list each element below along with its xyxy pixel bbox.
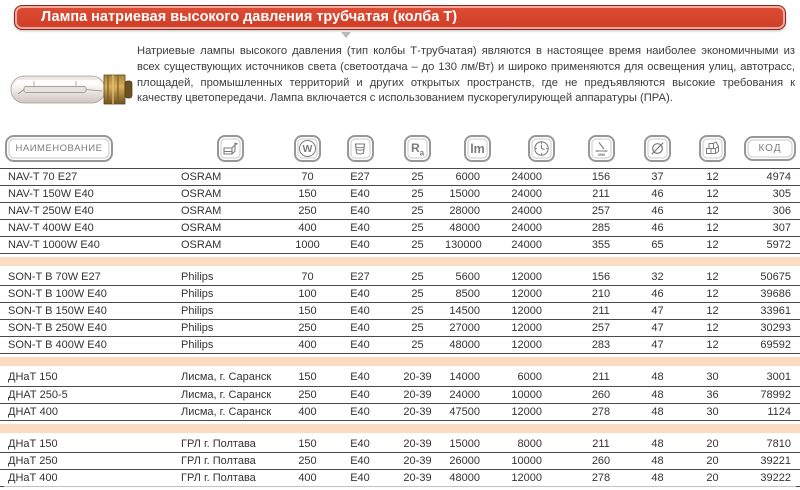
column-code-header: КОД [744,136,796,161]
cell-code: 78992 [740,386,800,403]
cell-ra: 25 [390,219,445,236]
luminous-flux-icon: lm [464,135,491,162]
cell-lumens: 27000 [445,320,510,337]
cell-manufacturer: Philips [175,320,285,337]
table-row [0,219,800,236]
cell-code: 4974 [740,168,800,185]
cell-diameter_mm: 48 [630,403,685,420]
cell-name: ДНаТ 250 [0,453,175,470]
cell-length_mm: 283 [572,337,630,354]
cell-pack_qty: 30 [685,369,740,386]
cell-diameter_mm: 47 [630,320,685,337]
lifetime-clock-icon [528,135,555,162]
cell-name: ДНаТ 150 [0,369,175,386]
cell-wattage: 150 [285,436,330,453]
cell-diameter_mm: 48 [630,470,685,487]
cell-diameter_mm: 48 [630,436,685,453]
cell-pack_qty: 12 [685,269,740,286]
cell-base: E40 [330,219,390,236]
header-row [0,130,800,168]
cell-wattage: 150 [285,369,330,386]
cell-manufacturer: Лисма, г. Саранск [175,369,285,386]
cell-wattage: 250 [285,320,330,337]
cell-hours: 12000 [510,303,572,320]
cell-manufacturer: Philips [175,303,285,320]
cell-name: NAV-T 250W E40 [0,202,175,219]
cell-diameter_mm: 46 [630,219,685,236]
cell-pack_qty: 36 [685,386,740,403]
cell-code: 33961 [740,303,800,320]
cell-base: E40 [330,320,390,337]
cell-manufacturer: Philips [175,337,285,354]
cell-base: E40 [330,236,390,253]
cell-lumens: 130000 [445,236,510,253]
cell-hours: 24000 [510,168,572,185]
cell-code: 306 [740,202,800,219]
cell-name: NAV-T 150W E40 [0,185,175,202]
svg-text:мм: мм [597,152,605,158]
table-row [0,269,800,286]
cell-diameter_mm: 46 [630,185,685,202]
cell-pack_qty: 12 [685,185,740,202]
cell-diameter_mm: 47 [630,337,685,354]
cell-length_mm: 210 [572,286,630,303]
table-row [0,185,800,202]
cell-length_mm: 285 [572,219,630,236]
cell-code: 39686 [740,286,800,303]
cell-length_mm: 260 [572,453,630,470]
cell-pack_qty: 20 [685,470,740,487]
cell-length_mm: 278 [572,470,630,487]
table-row [0,386,800,403]
cell-wattage: 400 [285,403,330,420]
table-row [0,320,800,337]
cell-name: ДНаТ 400 [0,470,175,487]
cell-manufacturer: Philips [175,269,285,286]
cell-pack_qty: 12 [685,303,740,320]
cell-hours: 12000 [510,403,572,420]
cell-ra: 20-39 [390,386,445,403]
cell-ra: 25 [390,269,445,286]
cell-pack_qty: 12 [685,168,740,185]
table-row [0,236,800,253]
cell-base: E27 [330,168,390,185]
table-row [0,453,800,470]
cell-manufacturer: Лисма, г. Саранск [175,386,285,403]
cell-lumens: 14500 [445,303,510,320]
cell-manufacturer: Philips [175,286,285,303]
separator-band [0,424,800,433]
separator-band [0,257,800,266]
cell-name: SON-T B 250W E40 [0,320,175,337]
cell-diameter_mm: 48 [630,453,685,470]
table-row [0,168,800,185]
separator-band [0,357,800,366]
cell-base: E40 [330,453,390,470]
lamp-photo [8,50,136,128]
cell-manufacturer: OSRAM [175,202,285,219]
cell-manufacturer: OSRAM [175,168,285,185]
cell-diameter_mm: 48 [630,369,685,386]
cell-diameter_mm: 37 [630,168,685,185]
cell-base: E40 [330,470,390,487]
cell-hours: 24000 [510,185,572,202]
cell-hours: 12000 [510,337,572,354]
cell-name: NAV-T 1000W E40 [0,236,175,253]
table-body [0,168,800,487]
cell-base: E40 [330,436,390,453]
table-row [0,436,800,453]
table-row [0,202,800,219]
cell-length_mm: 355 [572,236,630,253]
lamp-base-icon [347,135,374,162]
cell-hours: 12000 [510,269,572,286]
package-quantity-icon [699,135,726,162]
cell-hours: 24000 [510,219,572,236]
diameter-icon [644,135,671,162]
cell-name: NAV-T 400W E40 [0,219,175,236]
cell-length_mm: 278 [572,403,630,420]
cell-wattage: 70 [285,168,330,185]
cell-pack_qty: 30 [685,403,740,420]
table-row [0,470,800,487]
cell-hours: 6000 [510,369,572,386]
cell-ra: 25 [390,168,445,185]
cell-code: 39222 [740,470,800,487]
cell-length_mm: 156 [572,168,630,185]
cell-hours: 8000 [510,436,572,453]
cell-lumens: 48000 [445,470,510,487]
table-row [0,369,800,386]
cell-lumens: 48000 [445,337,510,354]
cell-hours: 10000 [510,453,572,470]
cell-code: 39221 [740,453,800,470]
cell-lumens: 8500 [445,286,510,303]
cell-lumens: 5600 [445,269,510,286]
cell-diameter_mm: 46 [630,202,685,219]
cell-ra: 25 [390,337,445,354]
cell-lumens: 26000 [445,453,510,470]
cell-lumens: 48000 [445,219,510,236]
cell-manufacturer: OSRAM [175,219,285,236]
cell-base: E40 [330,202,390,219]
cell-base: E40 [330,386,390,403]
cell-length_mm: 211 [572,436,630,453]
cell-diameter_mm: 48 [630,386,685,403]
cell-diameter_mm: 46 [630,286,685,303]
cell-ra: 25 [390,185,445,202]
cell-diameter_mm: 32 [630,269,685,286]
cell-name: ДНАТ 250-5 [0,386,175,403]
cell-code: 69592 [740,337,800,354]
cell-wattage: 70 [285,269,330,286]
color-rendering-icon: $R_a$ [404,135,431,162]
cell-wattage: 150 [285,303,330,320]
cell-ra: 25 [390,303,445,320]
cell-base: E40 [330,337,390,354]
cell-length_mm: 260 [572,386,630,403]
cell-manufacturer: Лисма, г. Саранск [175,403,285,420]
cell-base: E40 [330,286,390,303]
cell-pack_qty: 12 [685,219,740,236]
cell-pack_qty: 20 [685,453,740,470]
cell-name: SON-T B 400W E40 [0,337,175,354]
cell-length_mm: 257 [572,320,630,337]
cell-ra: 20-39 [390,369,445,386]
group-separator [0,420,800,436]
cell-pack_qty: 12 [685,337,740,354]
cell-code: 1124 [740,403,800,420]
cell-wattage: 400 [285,470,330,487]
cell-pack_qty: 20 [685,436,740,453]
wattage-icon: W [294,135,321,162]
cell-lumens: 6000 [445,168,510,185]
table-row [0,303,800,320]
cell-code: 5972 [740,236,800,253]
page-bottom-rule [4,486,796,487]
cell-hours: 24000 [510,202,572,219]
cell-diameter_mm: 65 [630,236,685,253]
cell-ra: 20-39 [390,403,445,420]
cell-wattage: 250 [285,202,330,219]
cell-name: ДНаТ 150 [0,436,175,453]
cell-wattage: 400 [285,337,330,354]
table-row [0,403,800,420]
chevron-down-icon [341,32,351,38]
cell-name: NAV-T 70 E27 [0,168,175,185]
cell-wattage: 250 [285,453,330,470]
cell-manufacturer: OSRAM [175,185,285,202]
cell-pack_qty: 12 [685,202,740,219]
cell-pack_qty: 12 [685,320,740,337]
cell-hours: 12000 [510,320,572,337]
lamp-table [0,130,800,487]
cell-lumens: 14000 [445,369,510,386]
cell-hours: 12000 [510,470,572,487]
cell-pack_qty: 12 [685,286,740,303]
cell-code: 50675 [740,269,800,286]
cell-ra: 25 [390,286,445,303]
cell-code: 307 [740,219,800,236]
cell-base: E40 [330,185,390,202]
page-title: Лампа натриевая высокого давления трубчатая (колба Т) [14,5,786,30]
cell-lumens: 24000 [445,386,510,403]
length-icon [588,135,615,162]
cell-code: 30293 [740,320,800,337]
cell-wattage: 150 [285,185,330,202]
cell-manufacturer: OSRAM [175,236,285,253]
cell-code: 3001 [740,369,800,386]
description-text: Натриевые лампы высокого давления (тип колбы Т-трубчатая) являются в настоящее время наиболее экономичными из всех существующих источников света (светоотдача – до 130 лм/Вт) и широко применяются для освещения улиц, автотрасс, площадей, промышленных территорий и других открытых пространств, где не предъявляются высокие требования к качеству цветопередачи. Лампа включается с использованием пускорегулирующей аппаратуры (ПРА). [137,45,795,105]
intro-section [8,42,795,128]
cell-wattage: 1000 [285,236,330,253]
cell-manufacturer: ГРЛ г. Полтава [175,436,285,453]
cell-wattage: 250 [285,386,330,403]
cell-lumens: 47500 [445,403,510,420]
cell-base: E40 [330,303,390,320]
cell-code: 7810 [740,436,800,453]
cell-ra: 25 [390,236,445,253]
cell-wattage: 400 [285,219,330,236]
cell-lumens: 28000 [445,202,510,219]
cell-ra: 20-39 [390,470,445,487]
group-separator [0,354,800,370]
cell-ra: 25 [390,320,445,337]
cell-length_mm: 156 [572,269,630,286]
cell-name: ДНАТ 400 [0,403,175,420]
cell-length_mm: 211 [572,185,630,202]
manufacturer-icon [217,135,244,162]
cell-base: E40 [330,369,390,386]
cell-hours: 12000 [510,286,572,303]
cell-length_mm: 211 [572,369,630,386]
cell-hours: 10000 [510,386,572,403]
cell-wattage: 100 [285,286,330,303]
cell-length_mm: 257 [572,202,630,219]
cell-manufacturer: ГРЛ г. Полтава [175,470,285,487]
cell-pack_qty: 12 [685,236,740,253]
cell-diameter_mm: 47 [630,303,685,320]
cell-ra: 20-39 [390,436,445,453]
cell-manufacturer: ГРЛ г. Полтава [175,453,285,470]
cell-ra: 25 [390,202,445,219]
table-row [0,286,800,303]
cell-ra: 20-39 [390,453,445,470]
cell-length_mm: 211 [572,303,630,320]
cell-name: SON-T B 150W E40 [0,303,175,320]
column-name-header: НАИМЕНОВАНИЕ [5,135,113,162]
cell-name: SON-T B 70W E27 [0,269,175,286]
cell-lumens: 15000 [445,436,510,453]
table-row [0,337,800,354]
cell-base: E27 [330,269,390,286]
cell-name: SON-T B 100W E40 [0,286,175,303]
group-separator [0,253,800,269]
cell-base: E40 [330,403,390,420]
cell-hours: 24000 [510,236,572,253]
cell-lumens: 15000 [445,185,510,202]
cell-code: 305 [740,185,800,202]
